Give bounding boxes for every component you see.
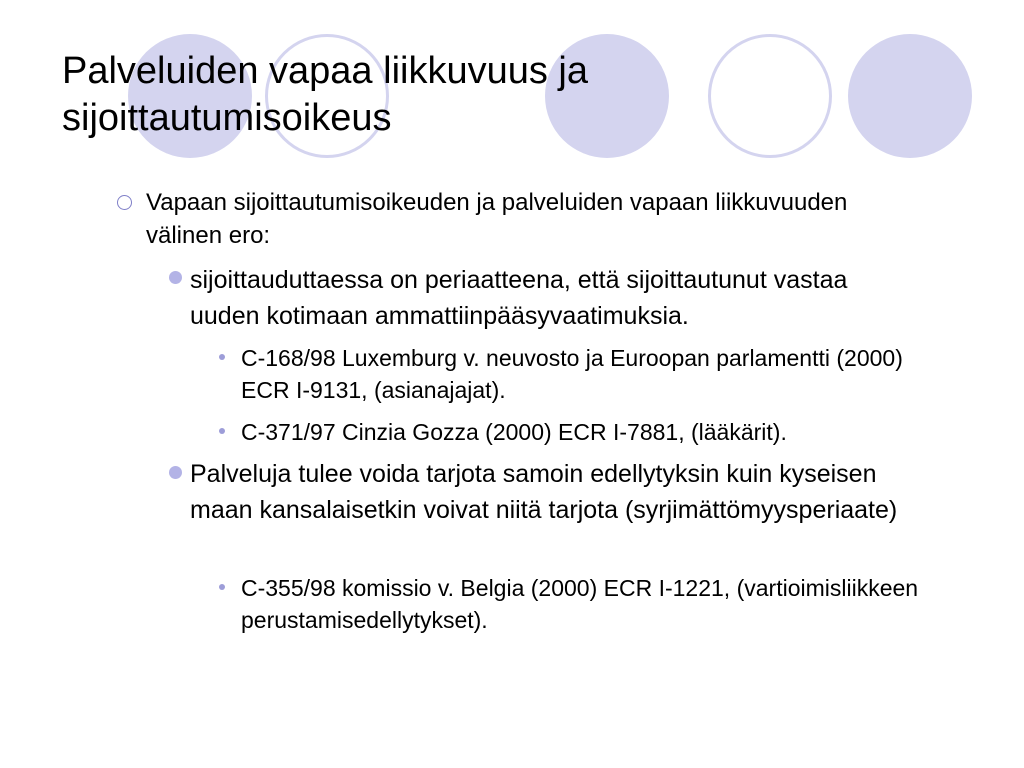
decorative-circle-filled [848, 34, 972, 158]
slide-title: Palveluiden vapaa liikkuvuus ja sijoittautumisoikeus [62, 50, 588, 139]
dot-bullet-icon [219, 354, 225, 360]
dot-bullet-icon [219, 428, 225, 434]
dot-bullet-icon [219, 584, 225, 590]
bullet-level1: Vapaan sijoittautumisoikeuden ja palveluiden vapaan liikkuvuuden välinen ero: [146, 189, 848, 249]
bullet-level3: C-168/98 Luxemburg v. neuvosto ja Euroopan parlamentti (2000) ECR I-9131, (asianajajat). [241, 345, 903, 403]
bullet-level3: C-371/97 Cinzia Gozza (2000) ECR I-7881, (lääkärit). [241, 419, 787, 445]
hollow-circle-bullet-icon [117, 195, 132, 210]
bullet-level3: C-355/98 komissio v. Belgia (2000) ECR I-1221, (vartioimisliikkeen perustamisedellytykset). [241, 575, 919, 633]
bullet-level2: sijoittauduttaessa on periaatteena, että sijoittautunut vastaa uuden kotimaan ammattiinpääsyvaatimuksia. [190, 266, 848, 330]
filled-circle-bullet-icon [169, 466, 182, 479]
bullet-level2: Palveluja tulee voida tarjota samoin edellytyksin kuin kyseisen maan kansalaisetkin voivat niitä tarjota (syrjimättömyysperiaate) [190, 460, 898, 524]
filled-circle-bullet-icon [169, 271, 182, 284]
